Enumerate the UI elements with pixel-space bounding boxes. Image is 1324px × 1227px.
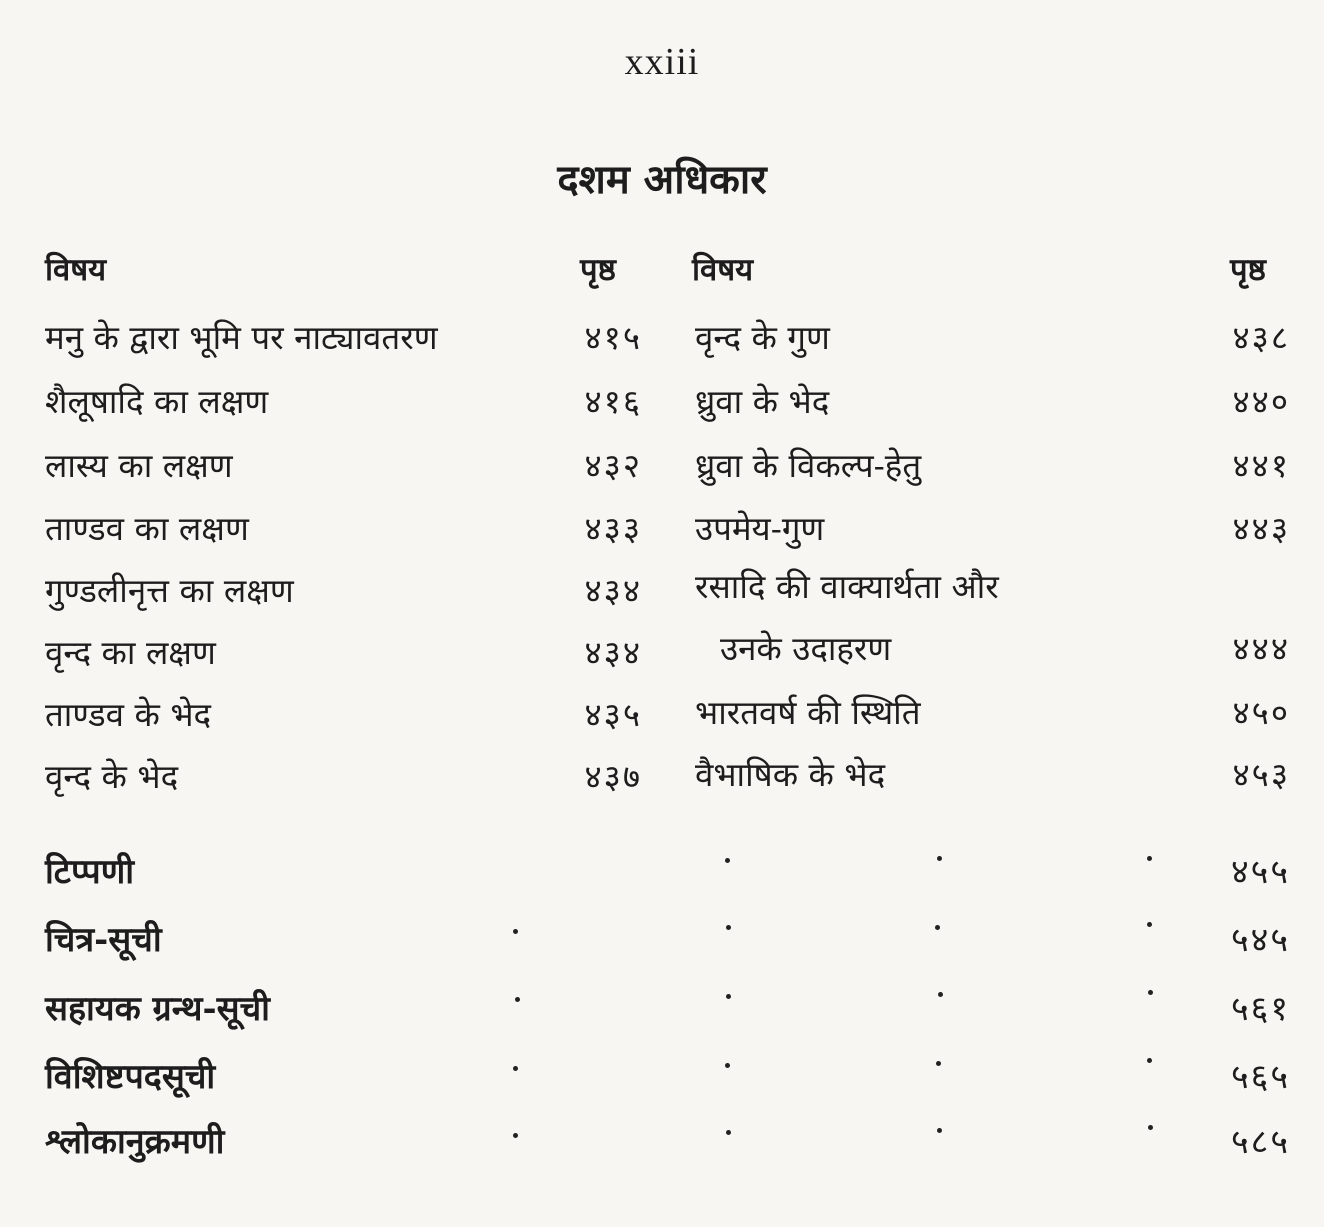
toc-entry-page: ४५३: [1232, 755, 1290, 794]
toc-entry-title: ध्रुवा के विकल्प-हेतु: [695, 446, 922, 485]
back-matter-entry: [45, 913, 1290, 967]
toc-entry: [45, 752, 642, 802]
toc-entry-page: ४३७: [584, 757, 642, 796]
back-matter-entry: [45, 1115, 1290, 1169]
leader-dot: [937, 856, 942, 861]
toc-entry-page: ४४१: [1232, 446, 1290, 485]
leader-dot: [938, 992, 943, 997]
toc-entry-title: वृन्द के गुण: [695, 318, 830, 357]
toc-entry-title: ताण्डव के भेद: [45, 695, 212, 734]
toc-entry-page: ४५०: [1232, 693, 1290, 732]
left-topic-header: विषय: [45, 252, 107, 288]
toc-entry-page: ४३४: [584, 571, 642, 610]
back-matter-entry: [45, 982, 1290, 1036]
toc-entry: [695, 562, 1290, 612]
leader-dot: [725, 858, 730, 863]
toc-entry-title: ताण्डव का लक्षण: [45, 509, 249, 548]
leader-dot: [725, 1063, 730, 1068]
leader-dot: [515, 997, 520, 1002]
right-topic-header: विषय: [692, 252, 754, 288]
leader-dot: [936, 1061, 941, 1066]
toc-entry: [45, 690, 642, 740]
toc-entry-title: लास्य का लक्षण: [45, 446, 233, 485]
toc-entry: [45, 628, 642, 678]
page-number: xxiii: [624, 41, 700, 83]
toc-entry: [695, 624, 1290, 674]
toc-entry: [45, 566, 642, 616]
toc-entry: [45, 377, 642, 427]
toc-entry-title: शैलूषादि का लक्षण: [45, 382, 269, 421]
toc-entry-title: उनके उदाहरण: [720, 629, 892, 668]
toc-entry-title: गुण्डलीनृत्त का लक्षण: [45, 571, 294, 610]
toc-entry-page: ४१६: [584, 382, 642, 421]
leader-dot: [513, 1066, 518, 1071]
toc-entry-page: ४३४: [584, 633, 642, 672]
toc-entry: [45, 313, 642, 363]
toc-entry-page: ४१५: [584, 318, 642, 357]
toc-entry-title: वृन्द के भेद: [45, 757, 179, 796]
leader-dot: [1147, 1058, 1152, 1063]
back-matter-title: विशिष्टपदसूची: [45, 1057, 216, 1097]
toc-entry-title: वैभाषिक के भेद: [695, 755, 886, 794]
chapter-title: दशम अधिकार: [557, 156, 767, 203]
leader-dot: [513, 929, 518, 934]
back-matter-title: श्लोकानुक्रमणी: [45, 1122, 225, 1162]
toc-entry-page: ४३२: [584, 446, 642, 485]
left-page-header: पृष्ठ: [580, 252, 616, 288]
right-page-header: पृष्ठ: [1230, 252, 1266, 288]
leader-dot: [726, 925, 731, 930]
toc-entry: [695, 441, 1290, 491]
toc-entry: [695, 377, 1290, 427]
toc-entry: [695, 688, 1290, 738]
back-matter-page: ४५५: [1230, 852, 1290, 892]
back-matter-title: चित्र-सूची: [45, 920, 162, 960]
leader-dot: [513, 1133, 518, 1138]
back-matter-entry: [45, 845, 1290, 899]
toc-entry-title: वृन्द का लक्षण: [45, 633, 216, 672]
leader-dot: [1147, 856, 1152, 861]
toc-entry-page: ४४३: [1232, 509, 1290, 548]
leader-dot: [1148, 990, 1153, 995]
back-matter-page: ५४५: [1230, 920, 1290, 960]
toc-entry-page: ४३३: [584, 509, 642, 548]
leader-dot: [937, 1128, 942, 1133]
toc-entry: [695, 504, 1290, 554]
toc-entry-title: मनु के द्वारा भूमि पर नाट्यावतरण: [45, 318, 438, 357]
toc-entry: [695, 750, 1290, 800]
back-matter-title: टिप्पणी: [45, 852, 135, 892]
leader-dot: [726, 994, 731, 999]
back-matter-page: ५८५: [1230, 1122, 1290, 1162]
toc-entry-title: रसादि की वाक्यार्थता और: [695, 567, 999, 606]
toc-entry-title: भारतवर्ष की स्थिति: [695, 693, 921, 732]
leader-dot: [935, 925, 940, 930]
toc-entry: [45, 504, 642, 554]
toc-entry-page: ४४४: [1232, 629, 1290, 668]
back-matter-page: ५६५: [1230, 1057, 1290, 1097]
toc-entry: [45, 441, 642, 491]
leader-dot: [1148, 1125, 1153, 1130]
toc-entry: [695, 313, 1290, 363]
toc-entry-page: ४४०: [1232, 382, 1290, 421]
leader-dot: [1147, 922, 1152, 927]
toc-entry-title: उपमेय-गुण: [695, 509, 825, 548]
toc-entry-page: ४३५: [584, 695, 642, 734]
back-matter-title: सहायक ग्रन्थ-सूची: [45, 989, 270, 1029]
back-matter-entry: [45, 1050, 1290, 1104]
leader-dot: [726, 1130, 731, 1135]
toc-entry-title: ध्रुवा के भेद: [695, 382, 830, 421]
back-matter-page: ५६१: [1230, 989, 1290, 1029]
toc-entry-page: ४३८: [1232, 318, 1290, 357]
